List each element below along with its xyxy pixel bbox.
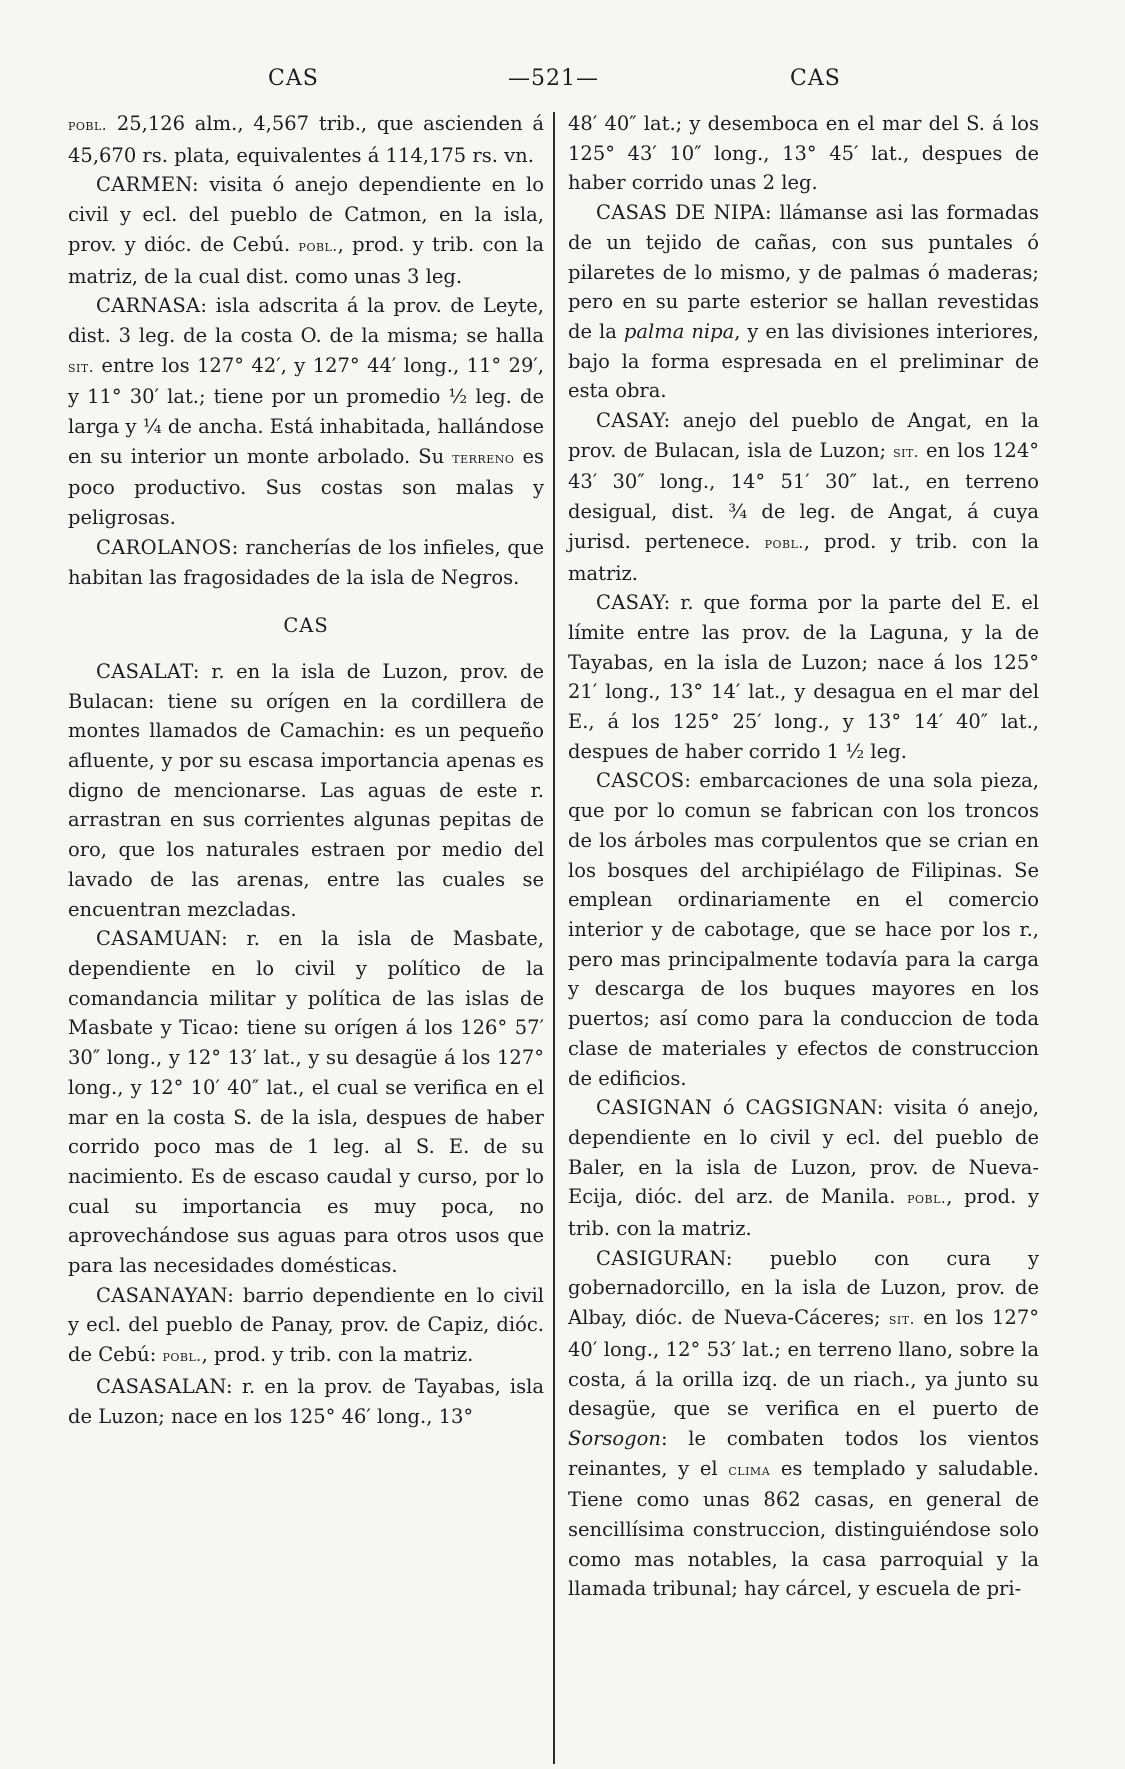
entry-casanayan: CASANAYAN: barrio dependiente en lo civil y ecl. del pueblo de Panay, prov. de Capiz, dióc. de Cebú: pobl., prod. y trib. con la matriz.: [68, 1283, 544, 1367]
entry-term: CASAY:: [596, 591, 671, 615]
entry-term: CAROLANOS:: [96, 535, 239, 559]
entry-term: CASIGURAN:: [596, 1246, 733, 1270]
entry-term: CASANAYAN:: [96, 1283, 235, 1307]
page-number: —521—: [508, 66, 599, 91]
entry-casay-river: CASAY: r. que forma por la parte del E. el límite entre las prov. de la Laguna, y la de Tayabas, en la isla de Luzon; nace á los 125° 21′ long., 13° 14′ lat., y desagua en el mar del E., á los 125° 25′ long., y 13° 14′ 40″ lat., despues de haber corrido 1 ½ leg.: [568, 591, 1039, 763]
entry-term: CASAS DE NIPA:: [596, 201, 772, 225]
entry-term: CASAY:: [596, 409, 671, 433]
column-divider: [553, 112, 555, 1764]
running-header: [0, 66, 1125, 100]
entry-term: CASALAT:: [96, 659, 200, 683]
section-heading: CAS: [283, 614, 329, 638]
entry-term: CASAMUAN:: [96, 927, 228, 951]
entry-term: CARMEN:: [96, 173, 199, 197]
header-left-word: CAS: [268, 66, 319, 91]
entry-casamuan: CASAMUAN: r. en la isla de Masbate, dependiente en lo civil y político de la comandancia militar y política de las islas de Masbate y Ticao: tiene su orígen á los 126° 57′ 30″ long., y 12° 13′ lat., y su desagüe á los 127° long., y 12° 10′ 40″ lat., el cual se verifica en el mar en la costa S. de la isla, despues de haber corrido poco mas de 1 leg. al S. E. de su nacimiento. Es de escaso caudal y curso, por lo cual su importancia es muy poca, no aprovechándose sus aguas para otros usos que para las necesidades domésticas.: [68, 927, 544, 1278]
entry-casas-de-nipa: CASAS DE NIPA: llámanse asi las formadas de un tejido de cañas, con sus puntales ó pilaretes de lo mismo, y de palmas ó maderas; pero en su parte esterior se hallan revestidas de la palma nipa, y en las divisiones interiores, bajo la forma espresada en el preliminar de esta obra.: [568, 201, 1039, 403]
entry-casiguran: CASIGURAN: pueblo con cura y gobernadorcillo, en la isla de Luzon, prov. de Albay, dióc. de Nueva-Cáceres; sit. en los 127° 40′ long., 12° 53′ lat.; en terreno llano, sobre la costa, á la orilla izq. de un riach., ya junto su desagüe, que se verifica en el puerto de Sorsogon: le combaten todos los vientos reinantes, y el clima es templado y saludable. Tiene como unas 862 casas, en general de sencillísima construccion, distinguiéndose solo como mas notables, la casa parroquial y la llamada tribunal; hay cárcel, y escuela de pri-: [568, 1246, 1039, 1601]
entry-term: CASASALAN:: [96, 1374, 233, 1398]
entry-term: CASCOS:: [596, 769, 692, 793]
entry-carmen: CARMEN: visita ó anejo dependiente en lo civil y ecl. del pueblo de Catmon, en la isla, prov. y dióc. de Cebú. pobl., prod. y trib. con la matriz, de la cual dist. como unas 3 leg.: [68, 173, 544, 288]
header-right-word: CAS: [790, 66, 841, 91]
entry-continuation: 48′ 40″ lat.; y desemboca en el mar del S. á los 125° 43′ 10″ long., 13° 45′ lat., despues de haber corrido unas 2 leg.: [568, 112, 1039, 195]
entry-continuation: pobl. 25,126 alm., 4,567 trib., que ascienden á 45,670 rs. plata, equivalentes á 114,175 rs. vn.: [68, 112, 544, 167]
entry-casalat: CASALAT: r. en la isla de Luzon, prov. de Bulacan: tiene su orígen en la cordillera de montes llamados de Camachin: es un pequeño afluente, y por su escasa importancia apenas es digno de mencionarse. Las aguas de este r. arrastran en sus corrientes algunas pepitas de oro, que los naturales estraen por medio del lavado de las arenas, entre las cuales se encuentran mezcladas.: [68, 659, 544, 921]
right-column: [568, 109, 1039, 1604]
entry-casay-anejo: CASAY: anejo del pueblo de Angat, en la prov. de Bulacan, isla de Luzon; sit. en los 124° 43′ 30″ long., 14° 51′ 30″ lat., en terreno desigual, dist. ¾ de leg. de Angat, á cuya jurisd. pertenece. pobl., prod. y trib. con la matriz.: [568, 409, 1040, 585]
entry-casignan: CASIGNAN ó CAGSIGNAN: visita ó anejo, dependiente en lo civil y ecl. del pueblo de Baler, en la isla de Luzon, prov. de Nueva-Ecija, dióc. del arz. de Manila. pobl., prod. y trib. con la matriz.: [568, 1096, 1039, 1241]
entry-casasalan: CASASALAN: r. en la prov. de Tayabas, isla de Luzon; nace en los 125° 46′ long., 13°: [68, 1374, 544, 1428]
entry-carolanos: CAROLANOS: rancherías de los infieles, que habitan las fragosidades de la isla de Negros.: [68, 535, 544, 589]
entry-term: CARNASA:: [96, 294, 208, 318]
entry-carnasa: CARNASA: isla adscrita á la prov. de Leyte, dist. 3 leg. de la costa O. de la misma; se halla sit. entre los 127° 42′, y 127° 44′ long., 11° 29′, y 11° 30′ lat.; tiene por un promedio ½ leg. de larga y ¼ de ancha. Está inhabitada, hallándose en su interior un monte arbolado. Su terreno es poco productivo. Sus costas son malas y peligrosas.: [68, 294, 544, 530]
left-column: [68, 109, 544, 1431]
entry-cascos: CASCOS: embarcaciones de una sola pieza, que por lo comun se fabrican con los troncos de los árboles mas corpulentos que se crian en los bosques del archipiélago de Filipinas. Se emplean ordinariamente en el comercio interior y de cabotage, que se hace por los r., pero mas principalmente todavía para la carga y descarga de los buques mayores en los puertos; así como para la conduccion de toda clase de materiales y efectos de construccion de edificios.: [568, 769, 1039, 1090]
entry-term: CASIGNAN ó CAGSIGNAN:: [596, 1096, 884, 1120]
